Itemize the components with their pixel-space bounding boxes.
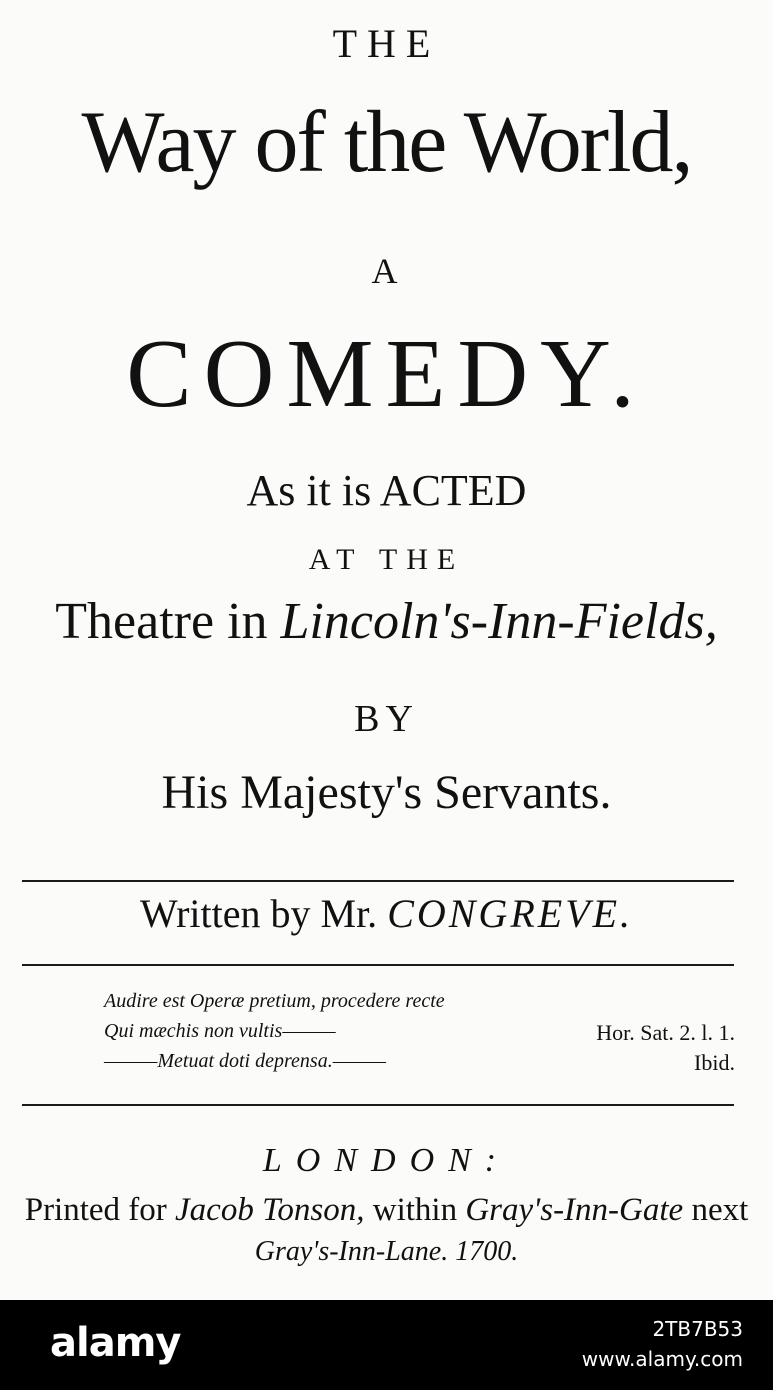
image-id: 2TB7B53 <box>652 1317 743 1341</box>
watermark-info <box>582 1314 743 1374</box>
imprint-address-year: Gray's-Inn-Lane. 1700. <box>254 1236 519 1267</box>
watermark-footer <box>0 1300 773 1390</box>
imprint-city: LONDON: <box>262 1142 511 1179</box>
author-prefix: Written by Mr. <box>139 891 388 936</box>
motto-line-1: Audire est Operæ pretium, procedere recte <box>104 990 445 1012</box>
printer-name: Jacob Tonson, <box>175 1192 365 1228</box>
motto-reference-2: Ibid. <box>694 1050 735 1075</box>
performance-line-1: As it is ACTED <box>246 466 527 515</box>
divider-rule-top <box>22 880 734 882</box>
printer-location: Gray's-Inn-Gate <box>465 1192 684 1228</box>
printed-middle: within <box>364 1192 466 1228</box>
divider-rule-bottom <box>22 1104 734 1106</box>
author-line <box>0 890 773 937</box>
printed-prefix: Printed for <box>24 1192 176 1228</box>
imprint-printer-line <box>0 1192 773 1229</box>
motto-line-2: Qui mæchis non vultis——— <box>104 1020 336 1042</box>
theatre-prefix: Theatre in <box>55 593 281 650</box>
genre-heading: COMEDY. <box>126 320 647 428</box>
motto-line-3: ———Metuat doti deprensa.——— <box>104 1050 387 1072</box>
author-name: CONGREVE. <box>387 891 634 936</box>
site-url: www.alamy.com <box>581 1347 743 1371</box>
theatre-place: Lincoln's-Inn-Fields, <box>280 593 718 650</box>
alamy-logo: alamy <box>50 1320 181 1366</box>
performance-line-2: AT THE <box>308 543 465 576</box>
by-line: BY <box>354 698 419 740</box>
play-title: Way of the World, <box>81 94 692 191</box>
title-article: THE <box>332 21 441 66</box>
theatre-line <box>0 592 773 651</box>
company-line: His Majesty's Servants. <box>161 766 612 819</box>
divider-rule-middle <box>22 964 734 966</box>
printed-suffix: next <box>683 1192 749 1228</box>
motto-reference-1: Hor. Sat. 2. l. 1. <box>596 1020 735 1045</box>
genre-article: A <box>371 251 402 291</box>
